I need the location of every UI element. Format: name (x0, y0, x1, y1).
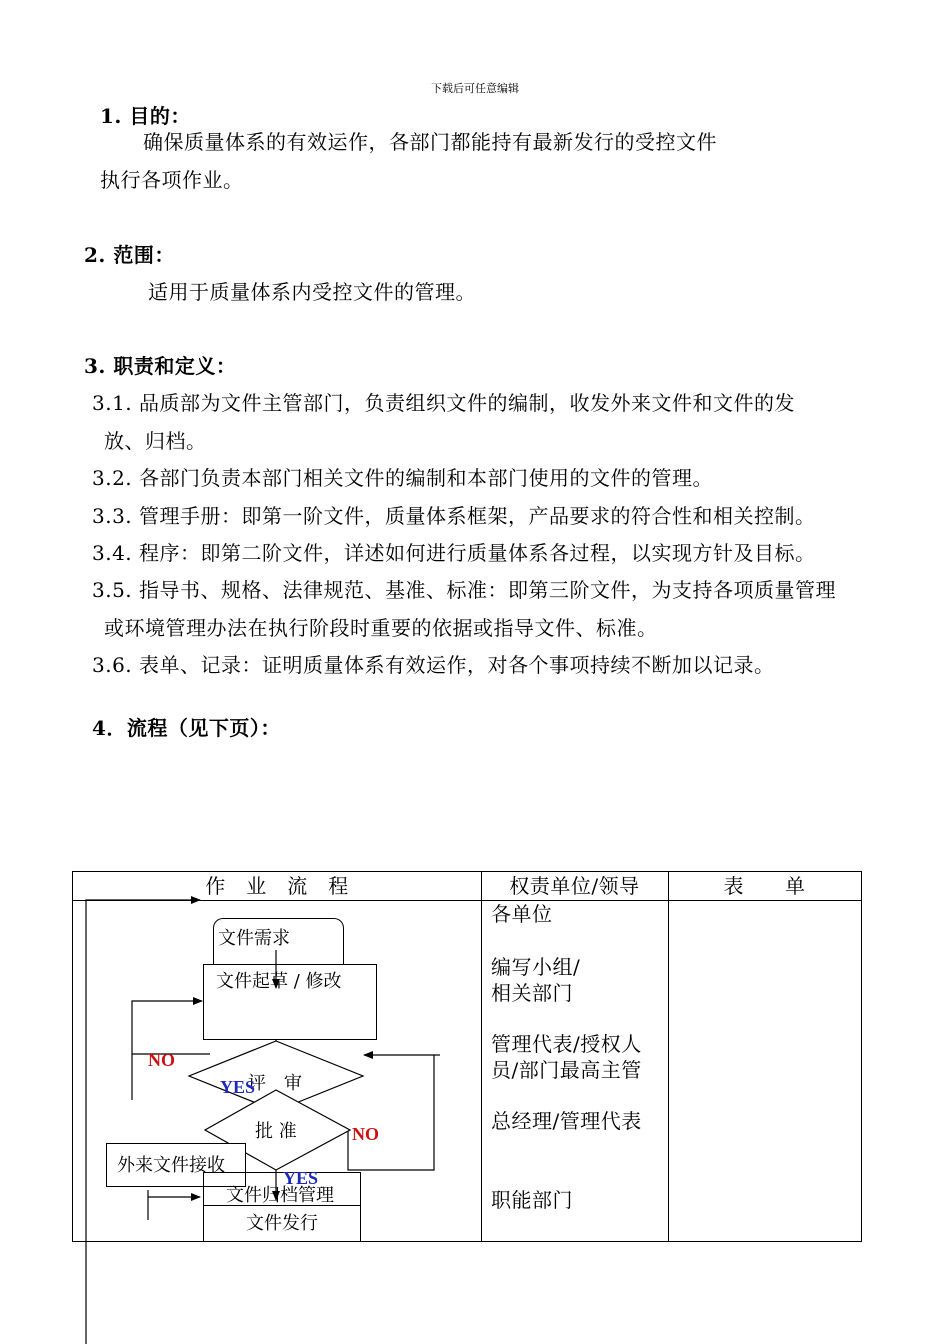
table-header-forms: 表 单 (723, 874, 806, 898)
section-1-title: 1. 目的： (100, 104, 191, 128)
flow-external-label: 外来文件接收 (117, 1155, 225, 1176)
section-3-item-5a: 3.5. 指导书、规格、法律规范、基准、标准：即第三阶文件，为支持各项质量管理 (92, 578, 837, 602)
flow-yes-label-1: YES (220, 1077, 256, 1097)
section-3-item-6: 3.6. 表单、记录：证明质量体系有效运作，对各个事项持续不断加以记录。 (92, 653, 775, 677)
role-all-units: 各单位 (491, 902, 553, 926)
role-management-rep: 管理代表/授权人 员/部门最高主管 (491, 1032, 642, 1082)
flow-no-label-2: NO (352, 1124, 379, 1144)
flow-no-label-1: NO (148, 1050, 175, 1070)
section-3-item-1a: 3.1. 品质部为文件主管部门，负责组织文件的编制，收发外来文件和文件的发 (92, 391, 796, 415)
flow-issue-label: 文件发行 (246, 1213, 318, 1234)
section-3-item-5b: 或环境管理办法在执行阶段时重要的依据或指导文件、标准。 (104, 616, 658, 640)
flow-draft-label: 文件起草 / 修改 (216, 971, 342, 992)
table-header-responsible: 权责单位/领导 (509, 874, 640, 898)
flow-archive-label: 文件归档管理 (226, 1185, 334, 1205)
flow-yes-label-2: YES (283, 1168, 319, 1188)
section-1-line2: 执行各项作业。 (100, 168, 244, 192)
role-functional-dept: 职能部门 (491, 1188, 573, 1212)
section-2-line1: 适用于质量体系内受控文件的管理。 (148, 280, 476, 304)
header-note: 下载后可任意编辑 (431, 82, 519, 95)
section-1-line1: 确保质量体系的有效运作，各部门都能持有最新发行的受控文件 (143, 130, 717, 154)
section-4-title: 4．流程（见下页）： (92, 716, 281, 740)
role-writing-group: 编写小组/ 相关部门 (491, 955, 581, 1005)
role-general-manager: 总经理/管理代表 (491, 1109, 642, 1133)
flow-need-label: 文件需求 (218, 928, 290, 949)
section-3-item-1b: 放、归档。 (104, 429, 207, 453)
section-3-item-4: 3.4. 程序：即第二阶文件，详述如何进行质量体系各过程，以实现方针及目标。 (92, 541, 816, 565)
section-3-item-2: 3.2. 各部门负责本部门相关文件的编制和本部门使用的文件的管理。 (92, 466, 714, 490)
section-3-item-3: 3.3. 管理手册：即第一阶文件，质量体系框架，产品要求的符合性和相关控制。 (92, 504, 816, 528)
section-3-title: 3. 职责和定义： (84, 354, 237, 378)
flow-archive-box (203, 1172, 361, 1205)
flow-review-label: 评 审 (248, 1073, 302, 1094)
flow-approve-label: 批 准 (255, 1121, 297, 1142)
table-header-flow: 作 业 流 程 (205, 874, 349, 898)
section-2-title: 2. 范围： (84, 243, 175, 267)
